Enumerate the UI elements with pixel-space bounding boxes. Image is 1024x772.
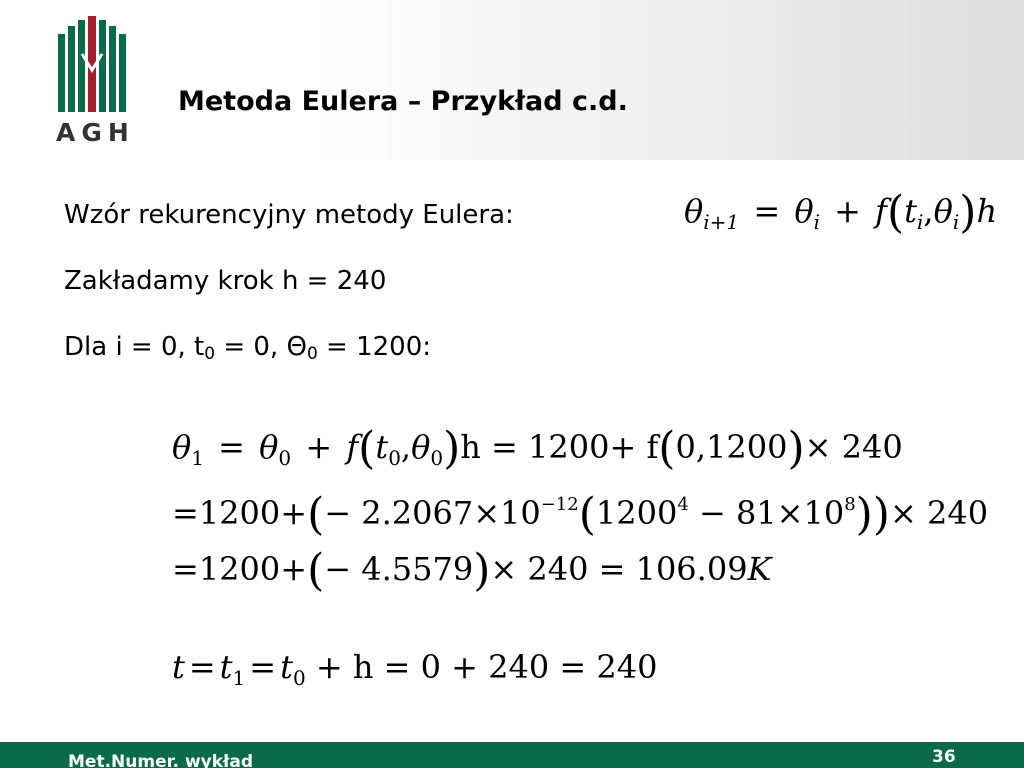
text-line-formula-intro: Wzór rekurencyjny metody Eulera: bbox=[64, 200, 514, 230]
euler-formula: $\theta_{i+1} = \theta_i + f(t_i,\theta_i)h$ bbox=[684, 187, 998, 238]
header-band bbox=[0, 0, 1024, 160]
formula-step-3: =1200+(− 4.5579)× 240 = 106.09K bbox=[172, 545, 772, 596]
formula-time-step: $t = t_1 = t_0 + h = 0 + 240 = 240$ bbox=[172, 648, 658, 690]
logo-text: AGH bbox=[56, 118, 135, 147]
formula-step-2: $=1200+(- 2.2067\times 10^{-12}(1200^4 - 81\times 10^8))\times 240$ bbox=[172, 489, 989, 540]
text-line-initial-conditions: Dla i = 0, $t_0 = 0$, $\Theta_0 = 1200$: bbox=[64, 332, 432, 364]
text-line-step-size: Zakładamy krok h = 240 bbox=[64, 266, 387, 296]
footer-text: Met.Numer. wykład bbox=[68, 752, 253, 772]
page-number: 36 bbox=[932, 747, 956, 767]
formula-step-1: $\theta_1 = \theta_0 + f(t_0,\theta_0)h = 1200+ f(0,1200)\times 240$ bbox=[172, 423, 903, 474]
slide-title: Metoda Eulera – Przykład c.d. bbox=[178, 86, 628, 117]
